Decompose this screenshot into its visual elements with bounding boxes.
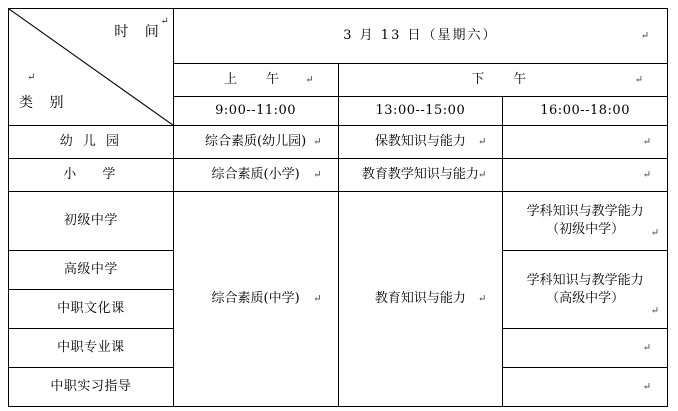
paragraph-mark-icon: ↵	[650, 226, 659, 238]
paragraph-mark-icon: ↵	[477, 293, 487, 305]
paragraph-mark-icon: ↵	[477, 169, 487, 181]
cell-primary-slot2	[338, 159, 503, 192]
paragraph-mark-icon: ↵	[160, 16, 169, 27]
paragraph-mark-icon: ↵	[640, 30, 651, 42]
corner-header-cell	[9, 9, 174, 126]
paragraph-mark-icon: ↵	[650, 304, 659, 316]
date-header-cell	[173, 9, 667, 64]
row-category-kindergarten: 幼 儿 园	[9, 126, 174, 159]
row-category-junior-high: 初级中学	[9, 192, 174, 251]
subject-text: 综合素质(小学)	[211, 167, 300, 183]
subject-text: 教育知识与能力	[374, 291, 466, 307]
paragraph-mark-icon: ↵	[27, 72, 36, 83]
timeslot-1-cell: 9:00--11:00	[173, 97, 338, 126]
paragraph-mark-icon: ↵	[313, 136, 322, 148]
table-row	[9, 159, 668, 192]
subject-text-line1: 学科知识与教学能力	[526, 272, 644, 288]
subject-text: 保教知识与能力	[374, 134, 466, 150]
table-row	[9, 192, 668, 251]
cell-secondary-slot2-merged	[338, 192, 503, 407]
session-morning-cell	[173, 64, 338, 97]
row-category-primary: 小 学	[9, 159, 174, 192]
session-afternoon-label: 下 午	[471, 72, 535, 88]
table-header-row-date	[9, 9, 668, 64]
session-afternoon-cell	[338, 64, 668, 97]
cell-kindergarten-slot3	[503, 126, 668, 159]
paragraph-mark-icon: ↵	[477, 136, 487, 148]
date-header-text: 3 月 13 日（星期六）	[343, 28, 498, 44]
subject-text-line1: 学科知识与教学能力	[526, 204, 644, 220]
paragraph-mark-icon: ↵	[642, 169, 651, 181]
row-category-senior-high: 高级中学	[9, 251, 174, 290]
exam-schedule-table	[8, 8, 668, 407]
paragraph-mark-icon: ↵	[313, 293, 322, 305]
paragraph-mark-icon: ↵	[642, 381, 651, 393]
table-row	[9, 126, 668, 159]
paragraph-mark-icon: ↵	[305, 74, 322, 86]
subject-text: 综合素质(幼儿园)	[205, 134, 307, 150]
row-category-vocational-culture: 中职文化课	[9, 290, 174, 329]
cell-secondary-slot1-merged	[173, 192, 338, 407]
subject-text-line2: （初级中学）	[546, 222, 625, 237]
subject-text: 综合素质(中学)	[211, 291, 300, 307]
cell-kindergarten-slot1	[173, 126, 338, 159]
cell-vocational-internship-slot3	[503, 368, 668, 407]
subject-text-line2: （高级中学）	[546, 290, 625, 306]
cell-vocational-major-slot3	[503, 329, 668, 368]
row-category-vocational-major: 中职专业课	[9, 329, 174, 368]
paragraph-mark-icon: ↵	[313, 169, 322, 181]
corner-category-label: 类 别	[19, 95, 70, 112]
corner-time-label: 时 间	[114, 24, 165, 40]
row-category-vocational-internship: 中职实习指导	[9, 368, 174, 407]
paragraph-mark-icon: ↵	[642, 136, 651, 148]
paragraph-mark-icon: ↵	[634, 74, 651, 86]
cell-kindergarten-slot2	[338, 126, 503, 159]
subject-text: 教育教学知识与能力	[361, 167, 479, 183]
cell-primary-slot1	[173, 159, 338, 192]
session-morning-label: 上 午	[224, 72, 288, 88]
timeslot-2-cell: 13:00--15:00	[338, 97, 503, 126]
timeslot-3-cell: 16:00--18:00	[503, 97, 668, 126]
cell-junior-high-slot3	[503, 192, 668, 251]
cell-primary-slot3	[503, 159, 668, 192]
cell-senior-high-slot3	[503, 251, 668, 329]
paragraph-mark-icon: ↵	[642, 342, 651, 354]
